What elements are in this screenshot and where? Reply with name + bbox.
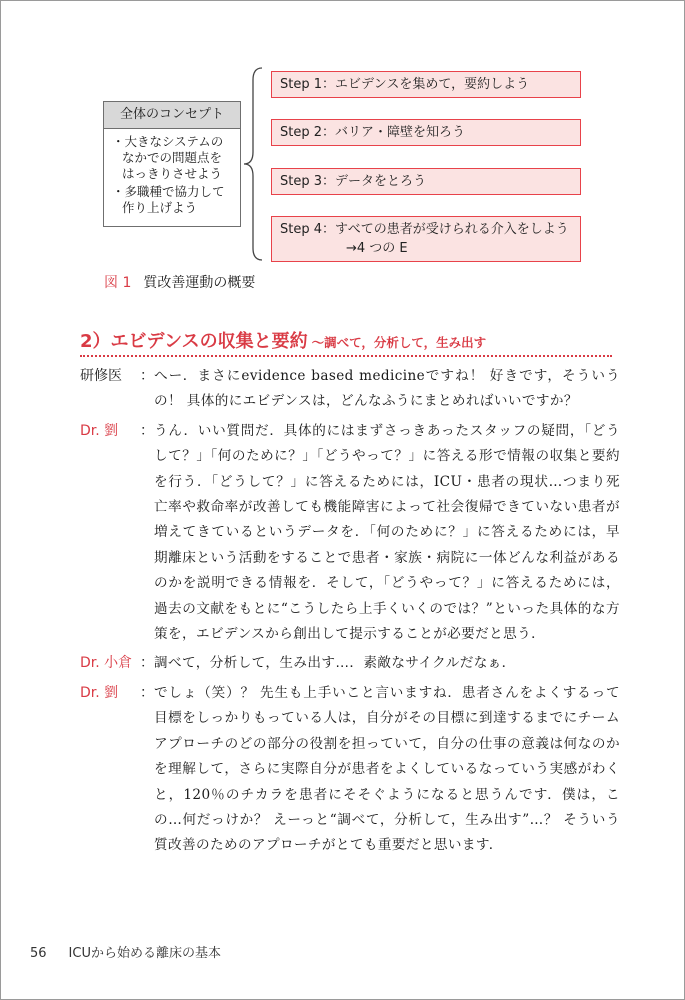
speaker-colon: ： (140, 684, 154, 701)
step-4-box (271, 216, 581, 262)
dialogue (80, 364, 620, 863)
dialogue-line (80, 419, 620, 648)
speaker-name: Dr. 小倉 (80, 655, 133, 672)
book-title: ICUから始める離床の基本 (68, 946, 221, 961)
step-2-box (271, 119, 581, 146)
section-subtitle: ～調べて，分析して，生み出す (311, 335, 487, 350)
speech-rest: 素敵なサイクルだなぁ． (363, 655, 516, 672)
dialogue-line (80, 651, 620, 676)
step-sublabel: →4 つの E (346, 241, 408, 256)
concept-item: ・多職種で協力して 作り上げよう (112, 184, 225, 215)
speech-text (154, 651, 620, 676)
concept-body (104, 129, 240, 216)
step-1-box (271, 71, 581, 98)
speaker-colon: ： (140, 655, 154, 672)
step-label: Step 1：エビデンスを集めて，要約しよう (280, 77, 530, 92)
speech-text: うん．いい質問だ．具体的にはまずさっきあったスタッフの疑問，「どうして？」「何のために？」「どうやって？」に答える形で情報の収集と要約を行う．「どうして？」に答えるためには，ICU・患者の現状…つまり死亡率や救命率が改善しても機能障害によって社会復帰できていない患者が増えてきているというデータを．「何のために？」に答えるためには，早期離床という活動をすることで患者・家族・病院に一体どんな利益があるのかを説明できる情報を．そして，「どうやって？」に答えるためには，過去の文献をもとに“こうしたら上手くいくのでは？”といった具体的な方策を，エビデンスから創出して提示することが必要だと思う． (154, 422, 620, 643)
dialogue-line (80, 681, 620, 859)
page-footer (30, 942, 221, 961)
speaker-name: 研修医 (80, 368, 122, 384)
dialogue-line (80, 364, 620, 415)
figure-caption-text: 質改善運動の概要 (143, 275, 256, 291)
curly-brace-icon (242, 66, 264, 262)
section-heading (80, 327, 612, 357)
speaker-name: Dr. 劉 (80, 422, 119, 439)
speech-lead: 調べて，分析して，生み出す…． (154, 655, 364, 672)
step-label: Step 3：データをとろう (280, 174, 427, 189)
concept-item: ・大きなシステムの なかでの問題点を はっきりさせよう (112, 134, 224, 181)
step-label: Step 2：バリア・障壁を知ろう (280, 125, 466, 140)
figure-caption (104, 272, 255, 292)
page-number: 56 (30, 946, 47, 961)
concept-title: 全体のコンセプト (104, 102, 240, 129)
speech-text: でしょ（笑）？ 先生も上手いこと言いますね．患者さんをよくするって目標をしっかりもっている人は，自分がその目標に到達するまでにチームアプローチのどの部分の役割を担っていて，自分の仕事の意義は何なのかを理解して，さらに実際自分が患者をよくしているなっていう実感がわくと，120％のチカラを患者にそそぐようになると思うんです．僕は，この…何だっけか？ えーっと“調べて，分析して，生み出す”…？ そういう質改善のためのアプローチがとても重要だと思います． (154, 684, 620, 854)
section-title: 2）エビデンスの収集と要約 (80, 331, 308, 352)
step-3-box (271, 168, 581, 195)
speaker-name: Dr. 劉 (80, 684, 119, 701)
speaker-colon: ： (140, 368, 154, 384)
figure-number: 図 1 (104, 275, 132, 291)
speech-text: へー．まさにevidence based medicineですね！ 好きです，そういうの！ 具体的にエビデンスは，どんなふうにまとめればいいですか？ (154, 368, 620, 410)
concept-box (103, 101, 241, 227)
speaker-colon: ： (140, 422, 154, 439)
step-label: Step 4：すべての患者が受けられる介入をしよう (280, 222, 569, 237)
